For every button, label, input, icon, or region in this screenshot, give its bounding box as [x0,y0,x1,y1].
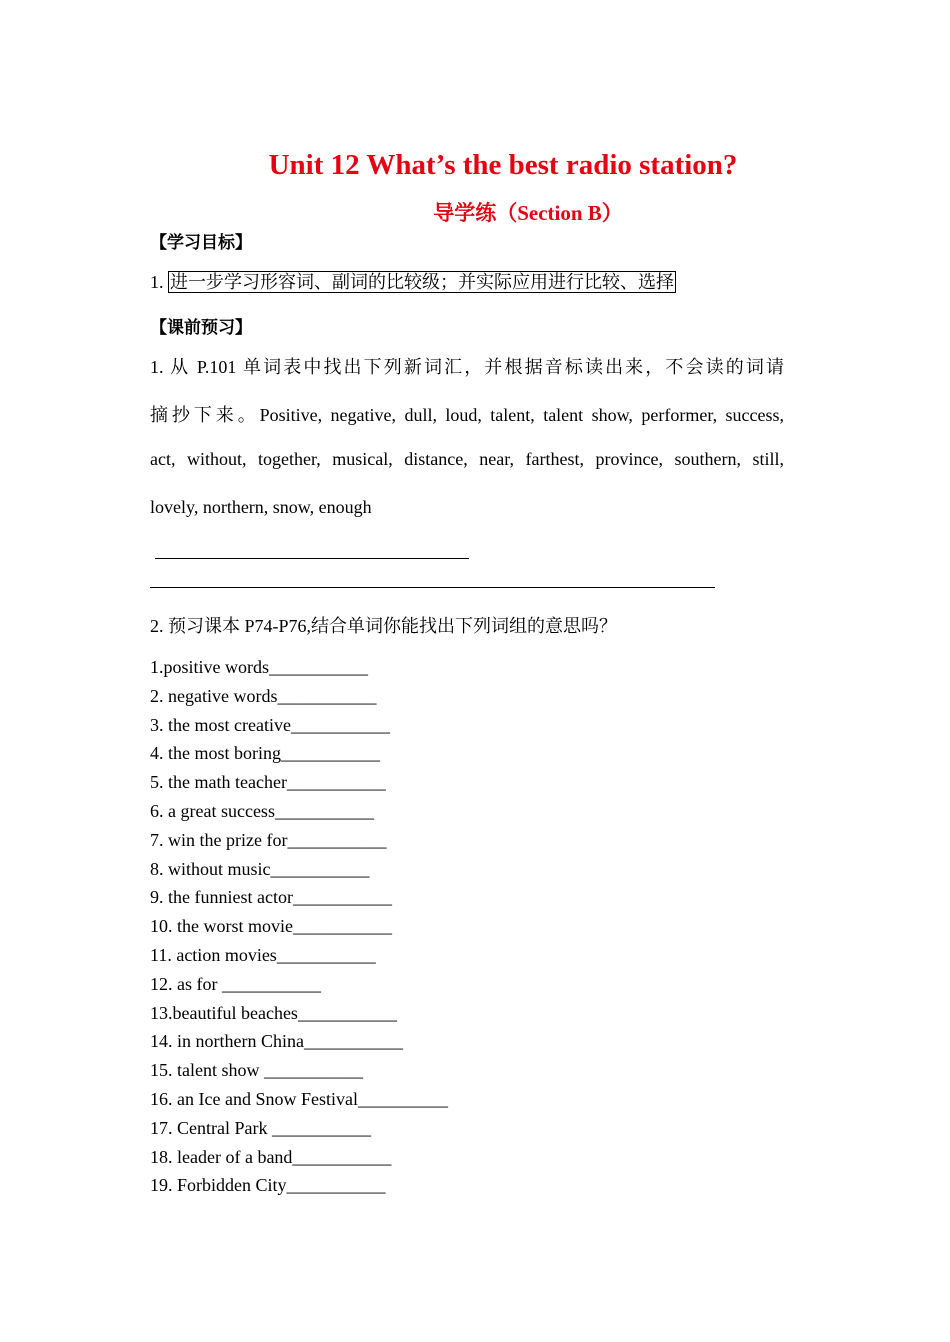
phrase-item: 3. the most creative___________ [150,714,390,735]
phrase-item: 11. action movies___________ [150,944,376,965]
goal-item [150,268,676,294]
phrase-item: 17. Central Park ___________ [150,1117,371,1138]
phrase-item: 5. the math teacher___________ [150,772,386,793]
phrase-list [150,654,448,1201]
phrase-item: 19. Forbidden City___________ [150,1175,386,1196]
preview-heading: 【课前预习】 [150,318,252,337]
q1-line: lovely, northern, snow, enough [150,497,372,517]
document-title: Unit 12 What’s the best radio station? [268,149,738,181]
document-subtitle: 导学练（Section B） [433,201,623,225]
q1-line: 1. 从 P.101 单词表中找出下列新词汇，并根据音标读出来，不会读的词请 [150,357,784,377]
answer-line [155,558,469,559]
phrase-item: 8. without music___________ [150,858,370,879]
phrase-item: 4. the most boring___________ [150,743,380,764]
phrase-item: 10. the worst movie___________ [150,916,392,937]
q1-line: 摘抄下来。Positive, negative, dull, loud, talent, talent show, performer, success, [150,405,784,425]
phrase-item: 13.beautiful beaches___________ [150,1002,397,1023]
phrase-item: 12. as for ___________ [150,973,321,994]
phrase-item: 9. the funniest actor___________ [150,887,392,908]
phrase-item: 2. negative words___________ [150,685,377,706]
q1-line: act, without, together, musical, distance, near, farthest, province, southern, still, [150,449,784,469]
goal-text: 进一步学习形容词、副词的比较级；并实际应用进行比较、选择 [170,272,674,292]
phrase-item: 7. win the prize for___________ [150,829,387,850]
answer-line [150,587,715,588]
phrase-item: 16. an Ice and Snow Festival__________ [150,1088,448,1109]
goals-heading: 【学习目标】 [150,233,252,252]
phrase-item: 15. talent show ___________ [150,1060,363,1081]
phrase-item: 1.positive words___________ [150,657,368,677]
phrase-item: 14. in northern China___________ [150,1031,403,1052]
phrase-item: 6. a great success___________ [150,800,374,821]
phrase-item: 18. leader of a band___________ [150,1146,392,1167]
goal-number: 1. [150,272,164,292]
question-2: 2. 预习课本 P74-P76,结合单词你能找出下列词组的意思吗？ [150,616,618,636]
